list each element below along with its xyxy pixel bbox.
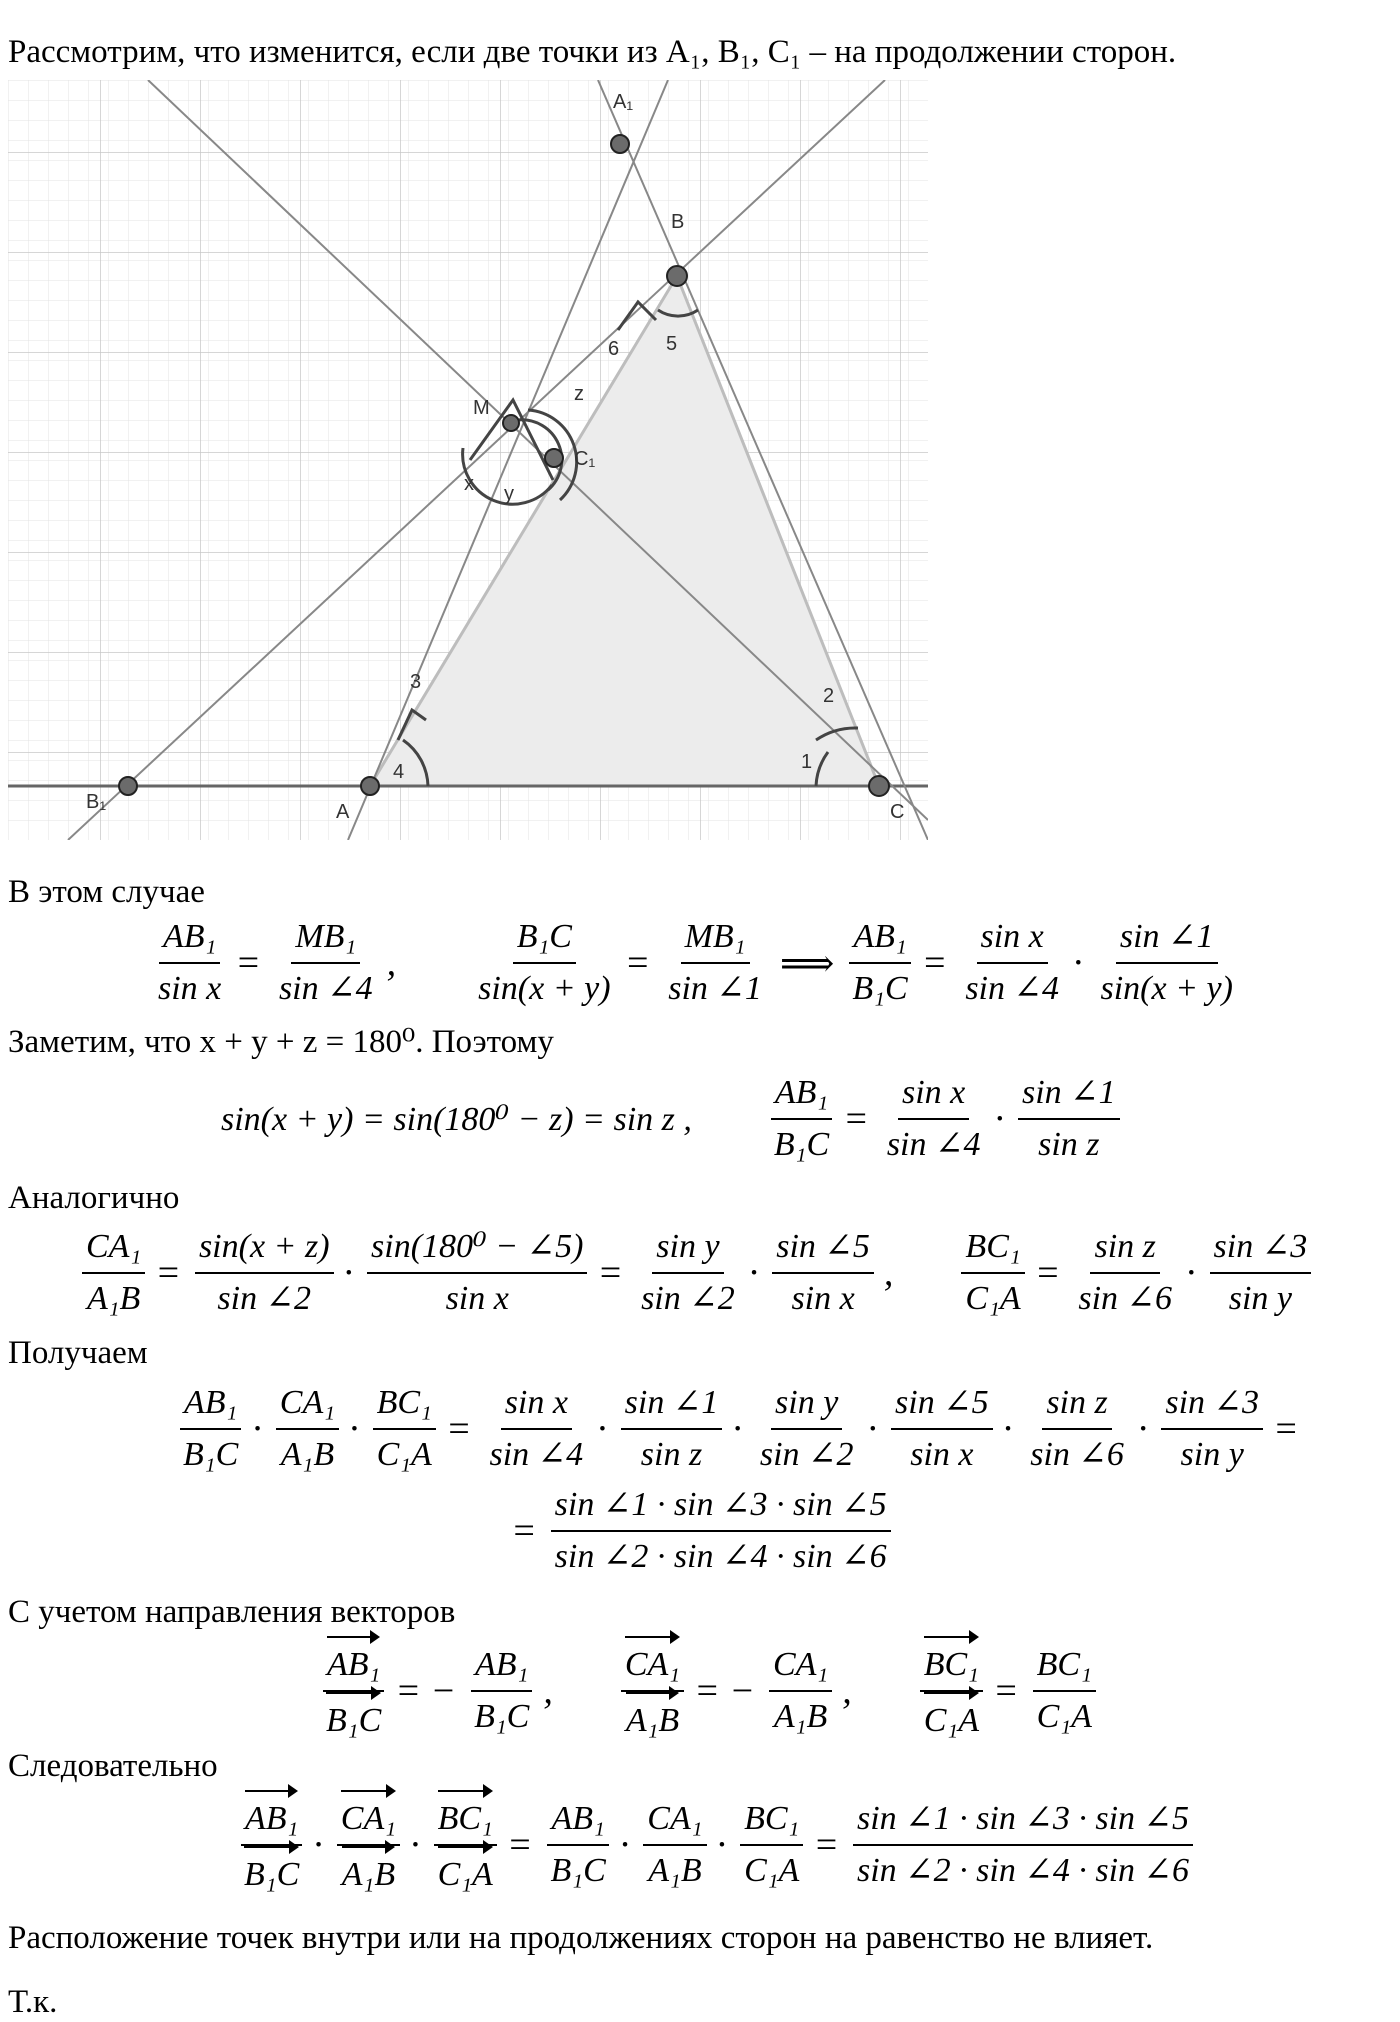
point-b1 bbox=[119, 777, 137, 795]
text-similarly: Аналогично bbox=[8, 1180, 180, 1216]
label-c: C bbox=[890, 801, 905, 823]
point-a1 bbox=[611, 135, 629, 153]
angle-z: z bbox=[574, 383, 584, 405]
angle-1: 1 bbox=[801, 751, 813, 773]
equation-6: $\frac{\text{AB₁}}{\text{B₁C}}$ · $\frac{\text{CA₁}}{\text{A₁B}}$ · $\frac{\text{BC₁}}{\text{C₁A}}$ = $\frac{\text{AB₁}}{\text{B₁C}}$ · $\frac{\text{CA₁}}{\text{A₁B}}$ · $\frac{\text{BC₁}}{\text{C₁A}}$ = $\frac{\sin \angle 1 \cdot \sin \angle 3 \cdot \sin \angle 5}{\sin \angle 2 \cdot \sin \angle 4 \cdot \sin \angle 6}$ bbox=[236, 1790, 1197, 1900]
text-since: Т.к. bbox=[8, 1984, 58, 2020]
point-b bbox=[667, 266, 687, 286]
text-note: Заметим, что x + y + z = 180⁰. Поэтому bbox=[8, 1024, 554, 1060]
angle-4: 4 bbox=[393, 761, 405, 783]
angle-x: x bbox=[464, 473, 474, 495]
equation-2: sin(x + y) = sin(180⁰ − z) = sin z , $\frac{\text{AB₁}}{\text{B₁C}}$ = $\frac{\text{sin x}}{\sin \angle 4}$ · $\frac{\sin \angle 1}{\text{sin z}}$ bbox=[215, 1068, 1124, 1170]
equation-3: $\frac{\text{CA₁}}{\text{A₁B}}$ = $\frac{\sin(x + z)}{\sin \angle 2}$ · $\frac{\text{sin(180⁰ − ∠5)}}{\text{sin x}}$ = $\frac{\text{sin y}}{\sin \angle 2}$ · $\frac{\sin \angle 5}{\text{sin x}}$ , $\frac{\text{BC₁}}{\text{C₁A}}$ = $\frac{\text{sin z}}{\sin \angle 6}$ · $\frac{\sin \angle 3}{\text{sin y}}$ bbox=[78, 1222, 1315, 1324]
angle-6: 6 bbox=[608, 338, 620, 360]
label-c1: C₁ bbox=[574, 448, 596, 470]
text-case: В этом случае bbox=[8, 874, 205, 910]
geometry-figure bbox=[8, 80, 928, 840]
angle-2: 2 bbox=[823, 685, 835, 707]
equation-5: $\frac{\text{AB₁}}{\text{B₁C}}$ = − $\frac{\text{AB₁}}{\text{B₁C}}$ , $\frac{\text{CA₁}}{\text{A₁B}}$ = − $\frac{\text{CA₁}}{\text{A₁B}}$ , $\frac{\text{BC₁}}{\text{C₁A}}$ = $\frac{\text{BC₁}}{\text{C₁A}}$ bbox=[318, 1636, 1100, 1746]
label-m: M bbox=[473, 397, 490, 419]
point-m bbox=[503, 415, 519, 431]
angle-5: 5 bbox=[666, 333, 678, 355]
point-c bbox=[869, 776, 889, 796]
intro-text: Рассмотрим, что изменится, если две точки из A₁, B₁, C₁ – на продолжении сторон. bbox=[8, 34, 1177, 70]
equation-1: $\frac{\text{AB₁}}{\text{sin x}}$ = $\frac{\text{MB₁}}{\sin \angle 4}$ , $\frac{\text{B₁C}}{\sin(x + y)}$ = $\frac{\text{MB₁}}{\sin \angle 1}$ ⟹ $\frac{\text{AB₁}}{\text{B₁C}}$ = $\frac{\text{sin x}}{\sin \angle 4}$ · $\frac{\sin \angle 1}{\sin(x + y)}$ bbox=[150, 912, 1241, 1014]
angle-3: 3 bbox=[410, 671, 422, 693]
label-b: B bbox=[671, 211, 685, 233]
text-vectors: С учетом направления векторов bbox=[8, 1594, 456, 1630]
point-a bbox=[361, 777, 379, 795]
label-b1: B₁ bbox=[86, 791, 107, 813]
text-conclusion: Расположение точек внутри или на продолжениях сторон на равенство не влияет. bbox=[8, 1920, 1154, 1956]
equation-4-result: = $\frac{\sin \angle 1 \cdot \sin \angle 3 \cdot \sin \angle 5}{\sin \angle 2 \cdot \sin \angle 4 \cdot \sin \angle 6}$ bbox=[505, 1480, 895, 1582]
text-therefore: Следовательно bbox=[8, 1748, 218, 1784]
point-c1 bbox=[545, 449, 563, 467]
angle-y: y bbox=[504, 483, 514, 505]
text-get: Получаем bbox=[8, 1335, 148, 1371]
label-a1: A₁ bbox=[613, 91, 634, 113]
label-a: A bbox=[336, 801, 350, 823]
equation-4: $\frac{\text{AB₁}}{\text{B₁C}}$ · $\frac{\text{CA₁}}{\text{A₁B}}$ · $\frac{\text{BC₁}}{\text{C₁A}}$ = $\frac{\text{sin x}}{\sin \angle 4}$ · $\frac{\sin \angle 1}{\text{sin z}}$ · $\frac{\text{sin y}}{\sin \angle 2}$ · $\frac{\sin \angle 5}{\text{sin x}}$ · $\frac{\text{sin z}}{\sin \angle 6}$ · $\frac{\sin \angle 3}{\text{sin y}}$ = bbox=[175, 1378, 1305, 1480]
